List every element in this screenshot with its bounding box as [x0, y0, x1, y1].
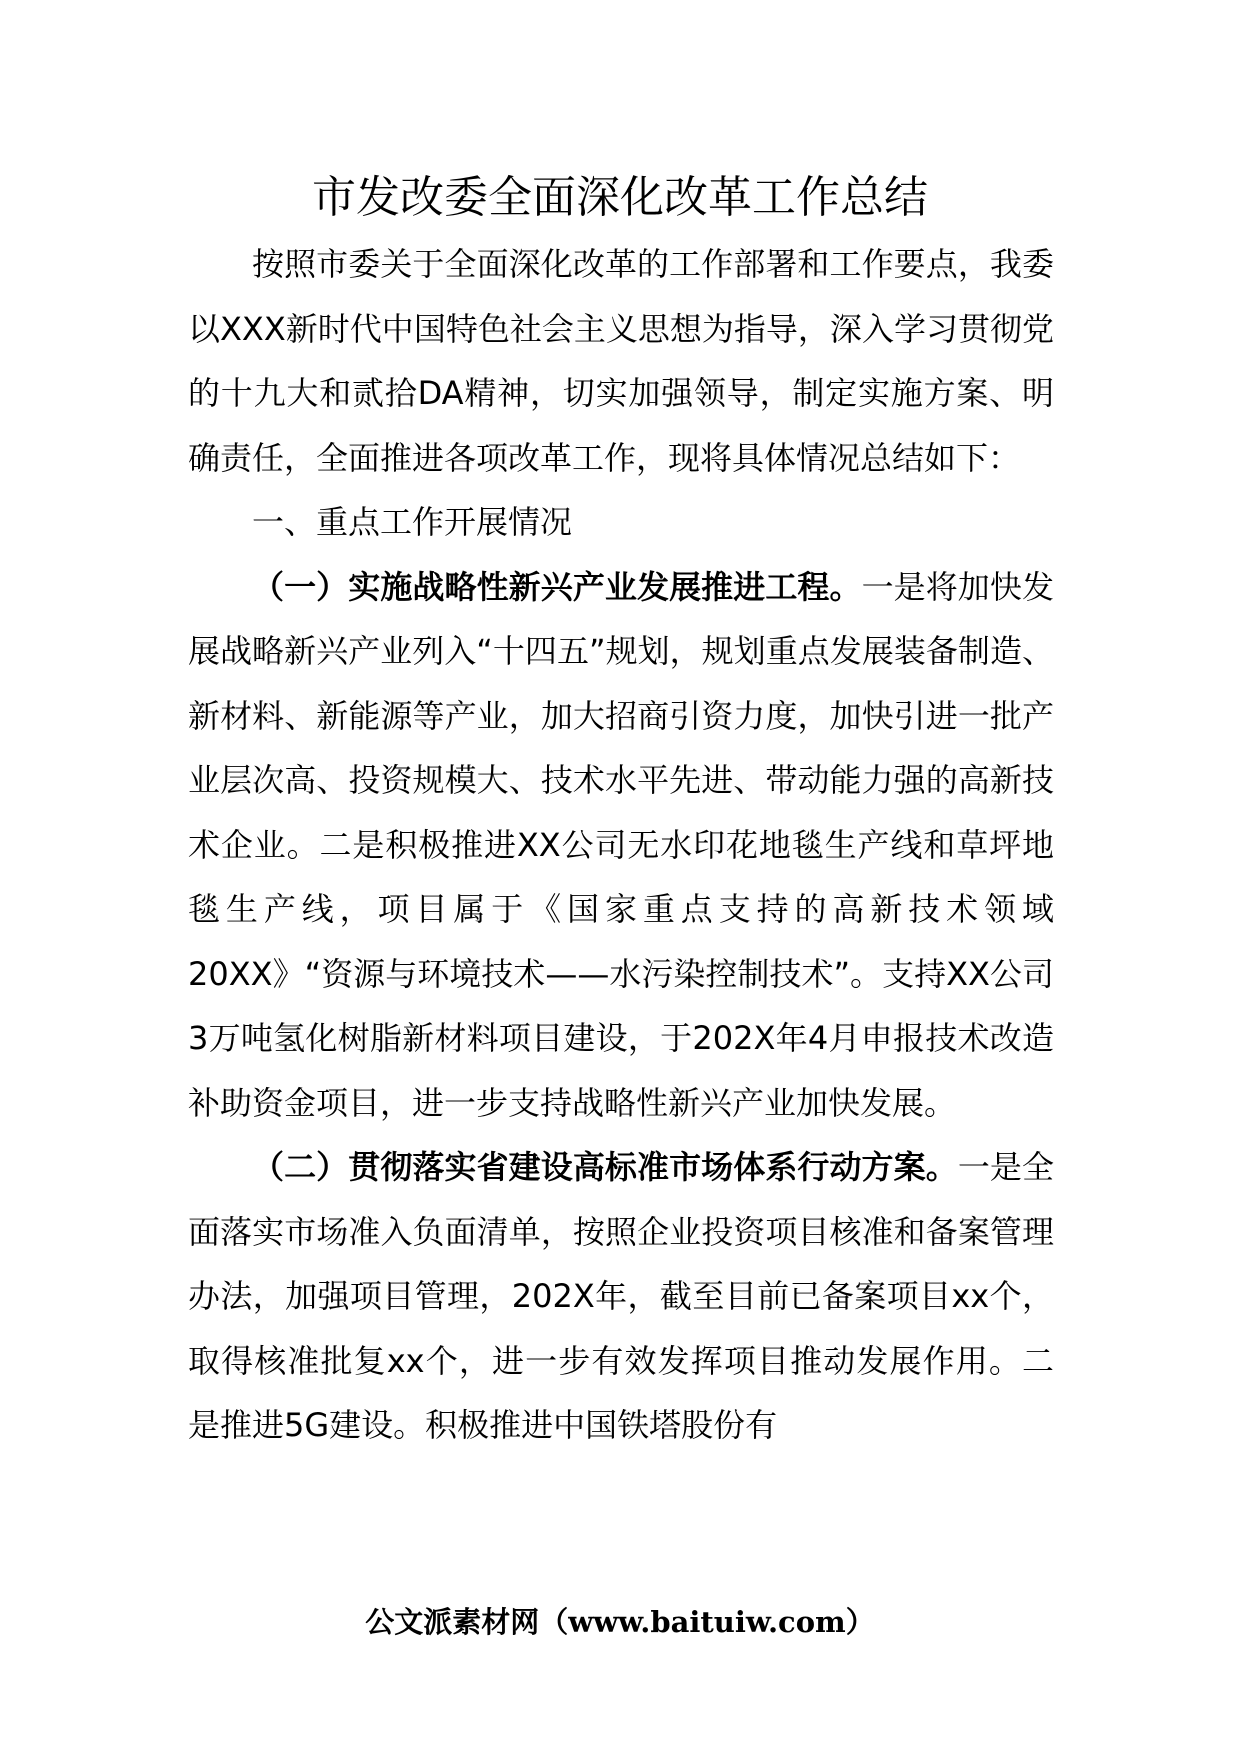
- intro-paragraph: 按照市委关于全面深化改革的工作部署和工作要点，我委以XXX新时代中国特色社会主义思想为指导，深入学习贯彻党的十九大和贰拾DA精神，切实加强领导，制定实施方案、明确责任，全面推进各项改革工作，现将具体情况总结如下：: [188, 245, 1054, 477]
- item-1-heading: （一）实施战略性新兴产业发展推进工程。: [252, 567, 862, 606]
- footer-watermark: 公文派素材网（www.baituiw.com）: [365, 1605, 875, 1639]
- document-body: [188, 232, 1054, 1458]
- item-1-paragraph: [188, 555, 1054, 1136]
- item-2-paragraph: [188, 1135, 1054, 1458]
- item-2-heading: （二）贯彻落实省建设高标准市场体系行动方案。: [252, 1148, 958, 1186]
- item-1-text: 一是将加快发展战略新兴产业列入“十四五”规划，规划重点发展装备制造、新材料、新能源等产业，加大招商引资力度，加快引进一批产业层次高、投资规模大、技术水平先进、带动能力强的高新技术企业。二是积极推进XX公司无水印花地毯生产线和草坪地毯生产线，项目属于《国家重点支持的高新技术领域20XX》“资源与环境技术——水污染控制技术”。支持XX公司3万吨氢化树脂新材料项目建设，于202X年4月申报技术改造补助资金项目，进一步支持战略性新兴产业加快发展。: [188, 567, 1054, 1122]
- document-title: 市发改委全面深化改革工作总结: [312, 172, 928, 223]
- section-heading: 一、重点工作开展情况: [252, 503, 573, 541]
- item-2-text: 一是全面落实市场准入负面清单，按照企业投资项目核准和备案管理办法，加强项目管理，202X年，截至目前已备案项目xx个，取得核准批复xx个，进一步有效发挥项目推动发展作用。二是推进5G建设。积极推进中国铁塔股份有: [188, 1148, 1054, 1444]
